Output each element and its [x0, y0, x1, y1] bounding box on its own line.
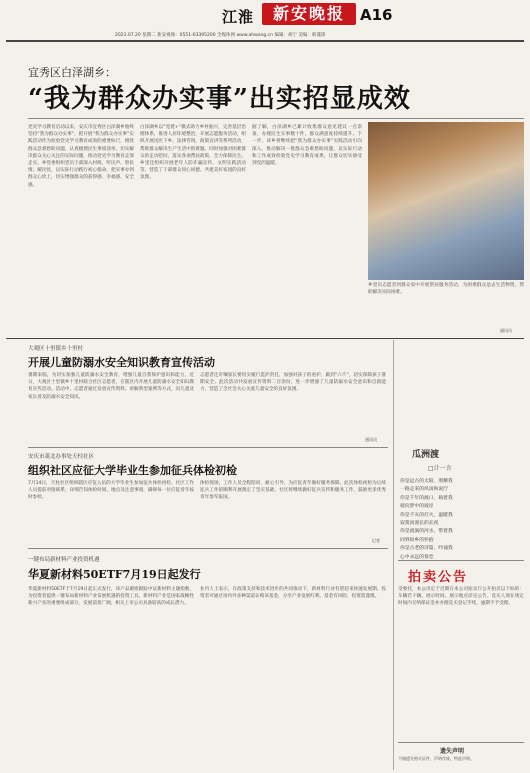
photo-caption: 乡党员志愿者到群众家中开展帮扶服务活动，为困难群众送去生活物资，帮助解决实际困难。 — [368, 283, 524, 296]
poem-line: 回到故乡的怀抱 — [400, 537, 434, 543]
poem-line: 你是不灭的灯火，温暖我 — [400, 512, 453, 518]
story4-column-1: 华夏新材料50ETF于7月19日起正式发行，该产品紧密跟踪中证新材料主题指数，为投资者提供一键布局新材料产业发展机遇的投资工具。新材料产业是国家战略性新兴产业的重要组成部分，发展前景广阔，相关上市公司具备较高的成长潜力。 — [28, 587, 194, 607]
newspaper-logo: 新安晚报 — [262, 3, 356, 25]
story4-title: 华夏新材料50ETF7月19日起发行 — [28, 568, 201, 581]
story2-kicker: 大观区十里镇乡十里村 — [28, 346, 84, 352]
ad-divider — [398, 560, 524, 561]
section-divider-3 — [28, 548, 388, 549]
masthead-region: 江淮 — [222, 8, 255, 26]
poem-line: 心中永远的眷恋 — [400, 554, 434, 560]
story2-title: 开展儿童防溺水安全知识教育宣传活动 — [28, 356, 215, 369]
lead-column-3: 据了解，白泽湖乡已累计收集群众意见建议一百余条，办理民生实事数十件，群众满意度持续提升。下一步，该乡将继续把“我为群众办实事”实践活动引向深入，推动解决一批群众急难愁盼问题，以实际行动和工作成效检验党史学习教育成果，让群众切实感受到党的温暖。 — [252, 125, 362, 167]
poem-line: 一路走来的风雨和泥泞 — [400, 487, 448, 493]
masthead-rule — [6, 40, 524, 42]
right-column-author: □计一言 — [428, 465, 452, 472]
poem-line: 驶向梦中的彼岸 — [400, 504, 434, 510]
poem-line: 你是远古的太阳，照耀我 — [400, 479, 453, 484]
story3-column-1: 7月14日，天柱社区组织辖区应征入伍的大学毕业生参加征兵体检初检。社区工作人员提前对接联系，详细告知体检时间、地点及注意事项，确保每一位应征青年按时参检。 — [28, 481, 194, 501]
auction-notice-body: 受委托，本公司定于近期在本公司拍卖厅公开拍卖以下标的：车辆若干辆。展示时间、展示地点详见公告。竞买人须在规定时间内交纳保证金并办理竞买登记手续，逾期不予受理。 — [398, 587, 524, 607]
footer-divider — [398, 742, 524, 743]
poem-line: 你是千年的渡口，载着我 — [400, 495, 453, 501]
story2-column-2: 志愿者还叮嘱家长要切实履行监护责任，加强对孩子的看护，做到“六不”，切实保障孩子暑期安全。此次活动共发放宣传资料二百余份，进一步增强了儿童防溺水安全意识和自救能力，营造了全社会关心关爱儿童安全的良好氛围。 — [200, 373, 386, 393]
story3-column-2: 体检现场，工作人员全程陪同，耐心引导，为应征青年做好服务保障。此次体检初检为后续征兵工作的顺利开展奠定了坚实基础，社区将继续做好征兵宣传和服务工作，鼓励更多优秀青年参军报国。 — [200, 481, 386, 501]
lead-kicker: 宜秀区白泽湖乡： — [28, 66, 116, 79]
story2-column-1: 暑期来临，为切实加强儿童防溺水安全教育，增强儿童自我保护意识和能力，近日，大观区十里镇乡十里村联合社区志愿者，在辖区内开展儿童防溺水安全知识教育宣传活动。活动中，志愿者通过发放宣传资料、讲解典型案例等方式，向儿童及家长普及防溺水安全知识。 — [28, 373, 194, 400]
poem-line: 你是流淌的河水，带着我 — [400, 529, 453, 535]
lost-notice-title: 遗失声明 — [440, 748, 465, 755]
page-number: A16 — [360, 6, 393, 24]
auction-notice-title: 拍卖公告 — [408, 570, 469, 585]
poem-line: 寂寞而漫长的长夜 — [400, 521, 439, 527]
photo-credit: 通讯员 — [500, 328, 512, 333]
poem-line: 你是古老的诗篇，吟诵我 — [400, 546, 453, 552]
lead-column-1: 党史学习教育启动以来，安庆市宜秀区白泽湖乡始终坚持“我为群众办实事”，把开展“我为群众办实事”实践活动作为检验党史学习教育成效的重要标尺，围绕群众急难愁盼问题，认真梳理民生事项清单，切实解决群众关心关注的实际问题，推动党史学习教育走深走实。乡党委组织党员干部深入村组，听民声、察民情、解民忧，以实际行动践行初心使命，把实事办到群众心坎上，切实增强群众的获得感、幸福感、安全感。 — [28, 125, 134, 188]
lead-column-2: 白泽湖乡以“党建+”模式助力乡村振兴，完善基层治理体系，推进人居环境整治，开展志愿服务活动，组织开展送医下乡、法律咨询、政策宣讲等系列活动，帮助群众解决生产生活中的难题。同时加强对困难群众的走访慰问，落实各项帮扶政策，全力保障民生。乡里还组织开展老年人防诈骗宣传、文明实践活动等，营造了干部群众同心同德、共建美好家园的良好氛围。 — [140, 125, 246, 181]
story4-kicker: 一键布局新材料产业投资机遇 — [28, 557, 100, 563]
right-column-title: 瓜洲渡 — [412, 450, 440, 460]
lead-photo — [368, 122, 524, 280]
story3-title: 组织社区应征大学毕业生参加征兵体检初检 — [28, 464, 237, 477]
story2-credit: 通讯员 — [365, 437, 377, 442]
section-divider-2 — [28, 447, 388, 448]
lead-headline: “我为群众办实事”出实招显成效 — [28, 84, 411, 114]
section-divider-1 — [6, 338, 524, 339]
lost-notice-body: 不慎遗失相关证件，声明作废。特此声明。 — [398, 756, 474, 761]
masthead-info-line: 2021.07.20 星期二 新安视频：0551-63395200 全媒体网 www.ahwang.cn 编辑：胡宁 美编：韩谨锋 — [115, 33, 326, 38]
story4-column-2: 业内人士表示，在政策支持和技术进步的共同推动下，新材料行业有望迎来快速发展期。投资者可通过场内外多种渠道认购该基金，分享产业发展红利。基金有风险，投资需谨慎。 — [200, 587, 386, 600]
headline-divider — [28, 118, 524, 119]
poem-body — [400, 478, 524, 562]
right-column-divider — [393, 340, 394, 770]
story3-kicker: 安庆市菱北办事处天柱社区 — [28, 454, 95, 460]
story3-credit: 记者 — [372, 538, 380, 543]
